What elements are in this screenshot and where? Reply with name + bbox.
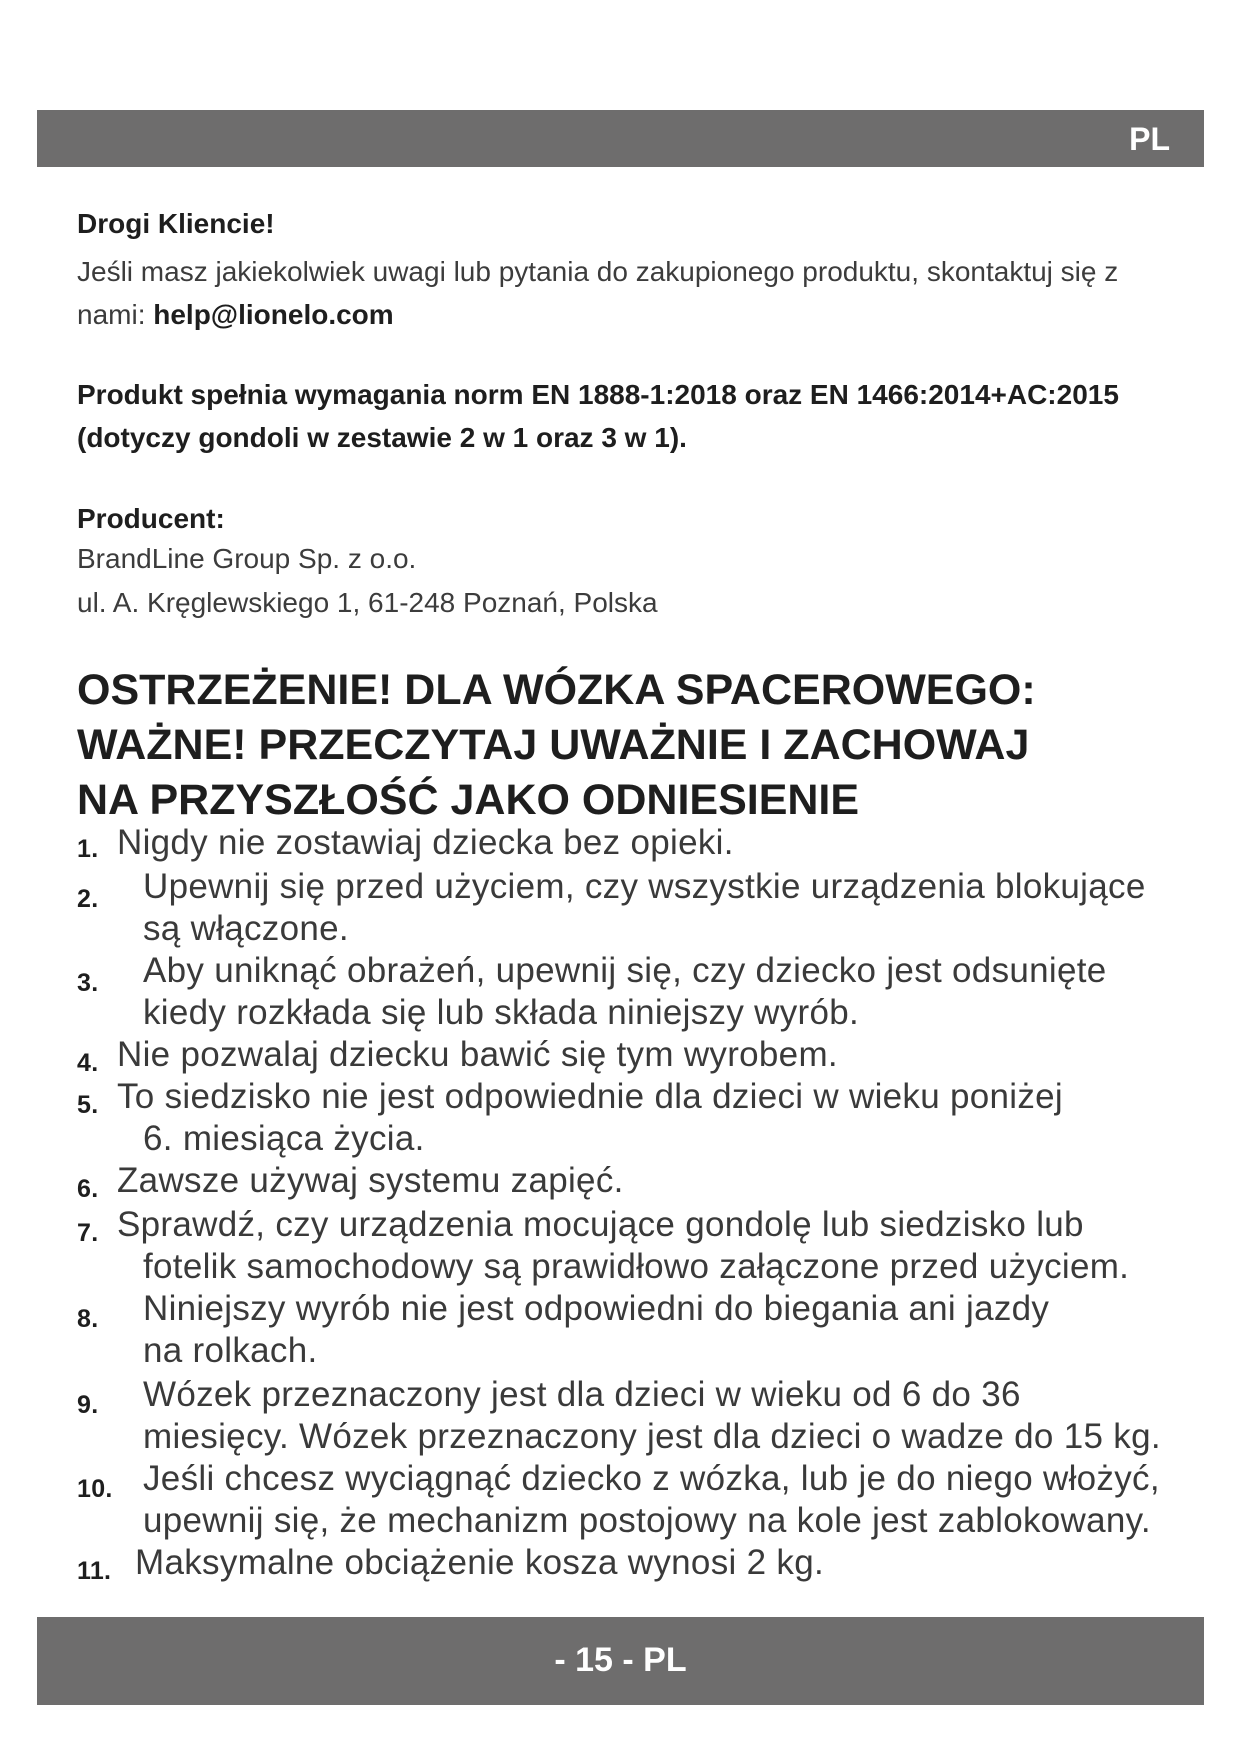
greeting-body: Jeśli masz jakiekolwiek uwagi lub pytania do zakupionego produktu, skontaktuj się z nami: bbox=[77, 256, 1119, 330]
list-item-number: 8. bbox=[77, 1305, 99, 1333]
list-item bbox=[77, 950, 1207, 1034]
list-item-number: 11. bbox=[77, 1557, 112, 1585]
list-item bbox=[77, 1204, 1207, 1288]
warning-line-3: NA PRZYSZŁOŚĆ JAKO ODNIESIENIE bbox=[77, 776, 860, 824]
list-item bbox=[77, 1288, 1207, 1372]
list-item-text-cont: fotelik samochodowy są prawidłowo załączone przed użyciem. bbox=[143, 1247, 1130, 1286]
list-item-number: 7. bbox=[77, 1219, 99, 1247]
list-item-text: Zawsze używaj systemu zapięć. bbox=[117, 1161, 624, 1200]
warning-list bbox=[77, 822, 1207, 1584]
norms-line-1: Produkt spełnia wymagania norm EN 1888-1:2018 oraz EN 1466:2014+AC:2015 bbox=[77, 379, 1119, 410]
list-item-text-cont: na rolkach. bbox=[143, 1331, 318, 1370]
list-item-text: Wózek przeznaczony jest dla dzieci w wieku od 6 do 36 bbox=[143, 1375, 1021, 1414]
list-item-text: Jeśli chcesz wyciągnąć dziecko z wózka, lub je do niego włożyć, bbox=[143, 1459, 1160, 1498]
norms-statement bbox=[77, 373, 1187, 459]
page-number: - 15 - PL bbox=[554, 1641, 687, 1679]
list-item-text-cont: miesięcy. Wózek przeznaczony jest dla dzieci o wadze do 15 kg. bbox=[143, 1417, 1161, 1456]
producer-address: ul. A. Kręglewskiego 1, 61-248 Poznań, Polska bbox=[77, 587, 658, 618]
list-item-number: 2. bbox=[77, 885, 99, 913]
list-item-text: Nie pozwalaj dziecku bawić się tym wyrobem. bbox=[117, 1035, 838, 1074]
list-item bbox=[77, 1076, 1207, 1160]
list-item-number: 1. bbox=[77, 835, 99, 863]
list-item bbox=[77, 1542, 1207, 1584]
list-item bbox=[77, 1458, 1207, 1542]
norms-line-2: (dotyczy gondoli w zestawie 2 w 1 oraz 3 w 1). bbox=[77, 422, 687, 453]
list-item-text-cont: upewnij się, że mechanizm postojowy na kole jest zablokowany. bbox=[143, 1501, 1151, 1540]
footer-bar bbox=[37, 1617, 1204, 1705]
warning-heading bbox=[77, 663, 1187, 828]
list-item-text: Sprawdź, czy urządzenia mocujące gondolę lub siedzisko lub bbox=[117, 1205, 1084, 1244]
list-item-number: 3. bbox=[77, 969, 99, 997]
list-item bbox=[77, 1160, 1207, 1202]
list-item-text: To siedzisko nie jest odpowiednie dla dzieci w wieku poniżej bbox=[117, 1077, 1064, 1116]
list-item-text: Nigdy nie zostawiaj dziecka bez opieki. bbox=[117, 823, 734, 862]
top-bar bbox=[37, 110, 1204, 167]
list-item bbox=[77, 1374, 1207, 1458]
producer-name: BrandLine Group Sp. z o.o. bbox=[77, 543, 417, 574]
list-item-text: Aby uniknąć obrażeń, upewnij się, czy dziecko jest odsunięte bbox=[143, 951, 1107, 990]
list-item-text: Upewnij się przed użyciem, czy wszystkie urządzenia blokujące bbox=[143, 867, 1146, 906]
list-item bbox=[77, 866, 1207, 950]
language-label: PL bbox=[1129, 121, 1170, 157]
list-item-number: 4. bbox=[77, 1049, 99, 1077]
list-item-number: 5. bbox=[77, 1091, 99, 1119]
warning-line-2: WAŻNE! PRZECZYTAJ UWAŻNIE I ZACHOWAJ bbox=[77, 721, 1030, 769]
warning-line-1: OSTRZEŻENIE! DLA WÓZKA SPACEROWEGO: bbox=[77, 666, 1036, 714]
list-item bbox=[77, 1034, 1207, 1076]
list-item-text-cont: są włączone. bbox=[143, 909, 349, 948]
greeting-text bbox=[77, 250, 1157, 336]
list-item-text: Niniejszy wyrób nie jest odpowiedni do biegania ani jazdy bbox=[143, 1289, 1050, 1328]
list-item-number: 9. bbox=[77, 1391, 99, 1419]
producer-title: Producent: bbox=[77, 503, 225, 534]
contact-email[interactable]: help@lionelo.com bbox=[153, 299, 394, 330]
list-item-number: 6. bbox=[77, 1175, 99, 1203]
list-item-text-cont: kiedy rozkłada się lub składa niniejszy wyrób. bbox=[143, 993, 860, 1032]
list-item-text-cont: 6. miesiąca życia. bbox=[143, 1119, 425, 1158]
greeting-title: Drogi Kliencie! bbox=[77, 208, 275, 239]
list-item-number: 10. bbox=[77, 1475, 113, 1503]
list-item bbox=[77, 822, 1207, 864]
list-item-text: Maksymalne obciążenie kosza wynosi 2 kg. bbox=[135, 1543, 824, 1582]
